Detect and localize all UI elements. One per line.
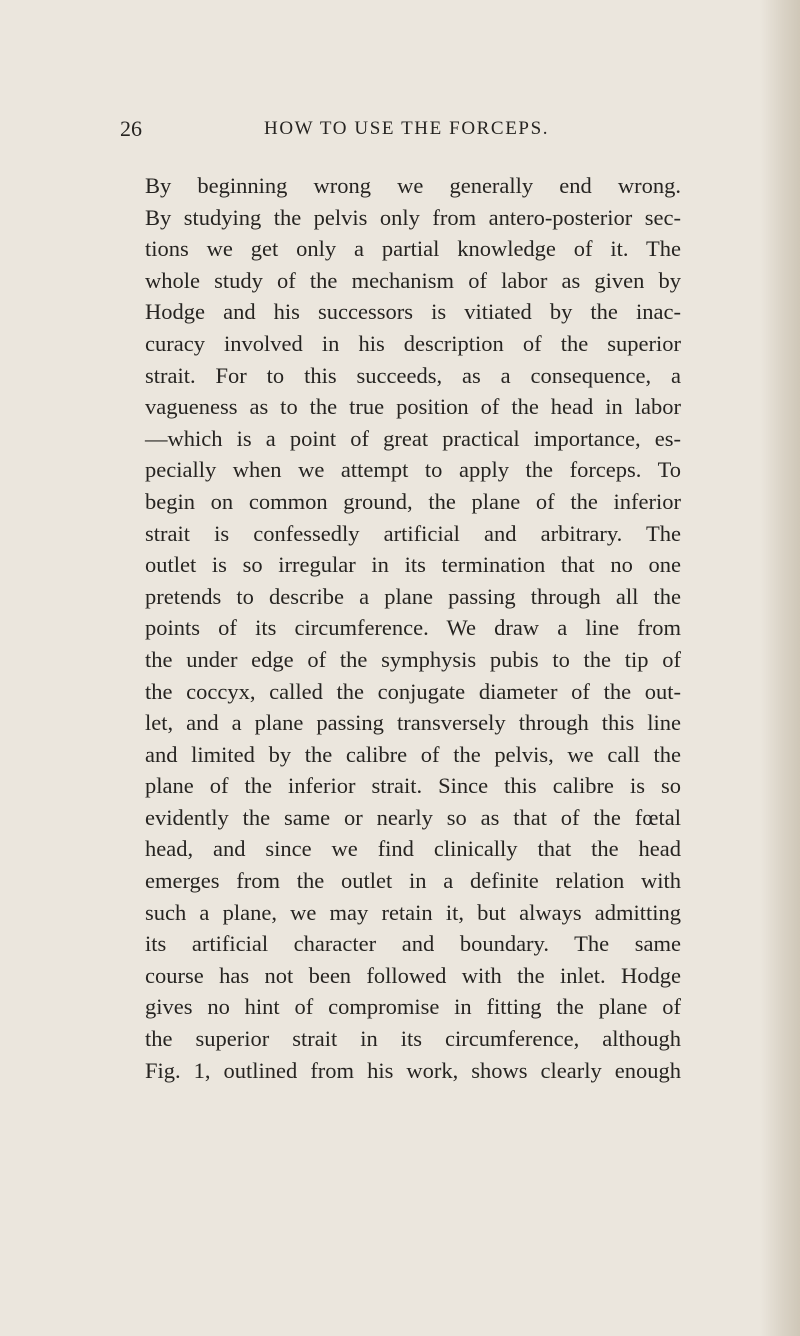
page-edge-shadow: [760, 0, 800, 1336]
text-line: gives no hint of compromise in fitting the plane of: [145, 994, 681, 1020]
text-line: and limited by the calibre of the pelvis, we call the: [145, 741, 681, 767]
text-line: By studying the pelvis only from antero-posterior sec-: [145, 204, 681, 230]
text-line: plane of the inferior strait. Since this calibre is so: [145, 773, 681, 799]
running-header: [120, 114, 680, 144]
text-line: head, and since we find clinically that the head: [145, 836, 681, 862]
text-line: emerges from the outlet in a definite relation with: [145, 868, 681, 894]
text-line: —which is a point of great practical importance, es-: [145, 425, 681, 451]
text-line: Hodge and his successors is vitiated by the inac-: [145, 299, 681, 325]
text-line: outlet is so irregular in its termination that no one: [145, 552, 681, 578]
text-line: vagueness as to the true position of the head in labor: [145, 394, 681, 420]
text-line: its artificial character and boundary. The same: [145, 931, 681, 957]
text-line: the coccyx, called the conjugate diameter of the out-: [145, 678, 681, 704]
text-line: strait. For to this succeeds, as a consequence, a: [145, 362, 681, 388]
text-line: the superior strait in its circumference, although: [145, 1026, 681, 1052]
text-line: whole study of the mechanism of labor as given by: [145, 267, 681, 293]
text-line: Fig. 1, outlined from his work, shows clearly enough: [145, 1057, 681, 1083]
text-line: pretends to describe a plane passing through all the: [145, 583, 681, 609]
text-line: evidently the same or nearly so as that of the fœtal: [145, 804, 681, 830]
text-line: curacy involved in his description of the superior: [145, 330, 681, 356]
text-line: By beginning wrong we generally end wrong.: [145, 173, 681, 198]
text-line: points of its circumference. We draw a line from: [145, 615, 681, 641]
text-line: begin on common ground, the plane of the inferior: [145, 488, 681, 514]
running-title: HOW TO USE THE FORCEPS.: [264, 118, 550, 139]
text-line: the under edge of the symphysis pubis to the tip of: [145, 646, 681, 672]
text-line: let, and a plane passing transversely through this line: [145, 710, 681, 736]
text-line: tions we get only a partial knowledge of it. The: [145, 236, 681, 262]
text-line: course has not been followed with the inlet. Hodge: [145, 962, 681, 988]
text-line: pecially when we attempt to apply the forceps. To: [145, 457, 681, 483]
text-line: such a plane, we may retain it, but always admitting: [145, 899, 681, 925]
page-number: 26: [120, 116, 142, 141]
text-line: strait is confessedly artificial and arbitrary. The: [145, 520, 681, 546]
body-paragraph: [145, 170, 681, 1086]
